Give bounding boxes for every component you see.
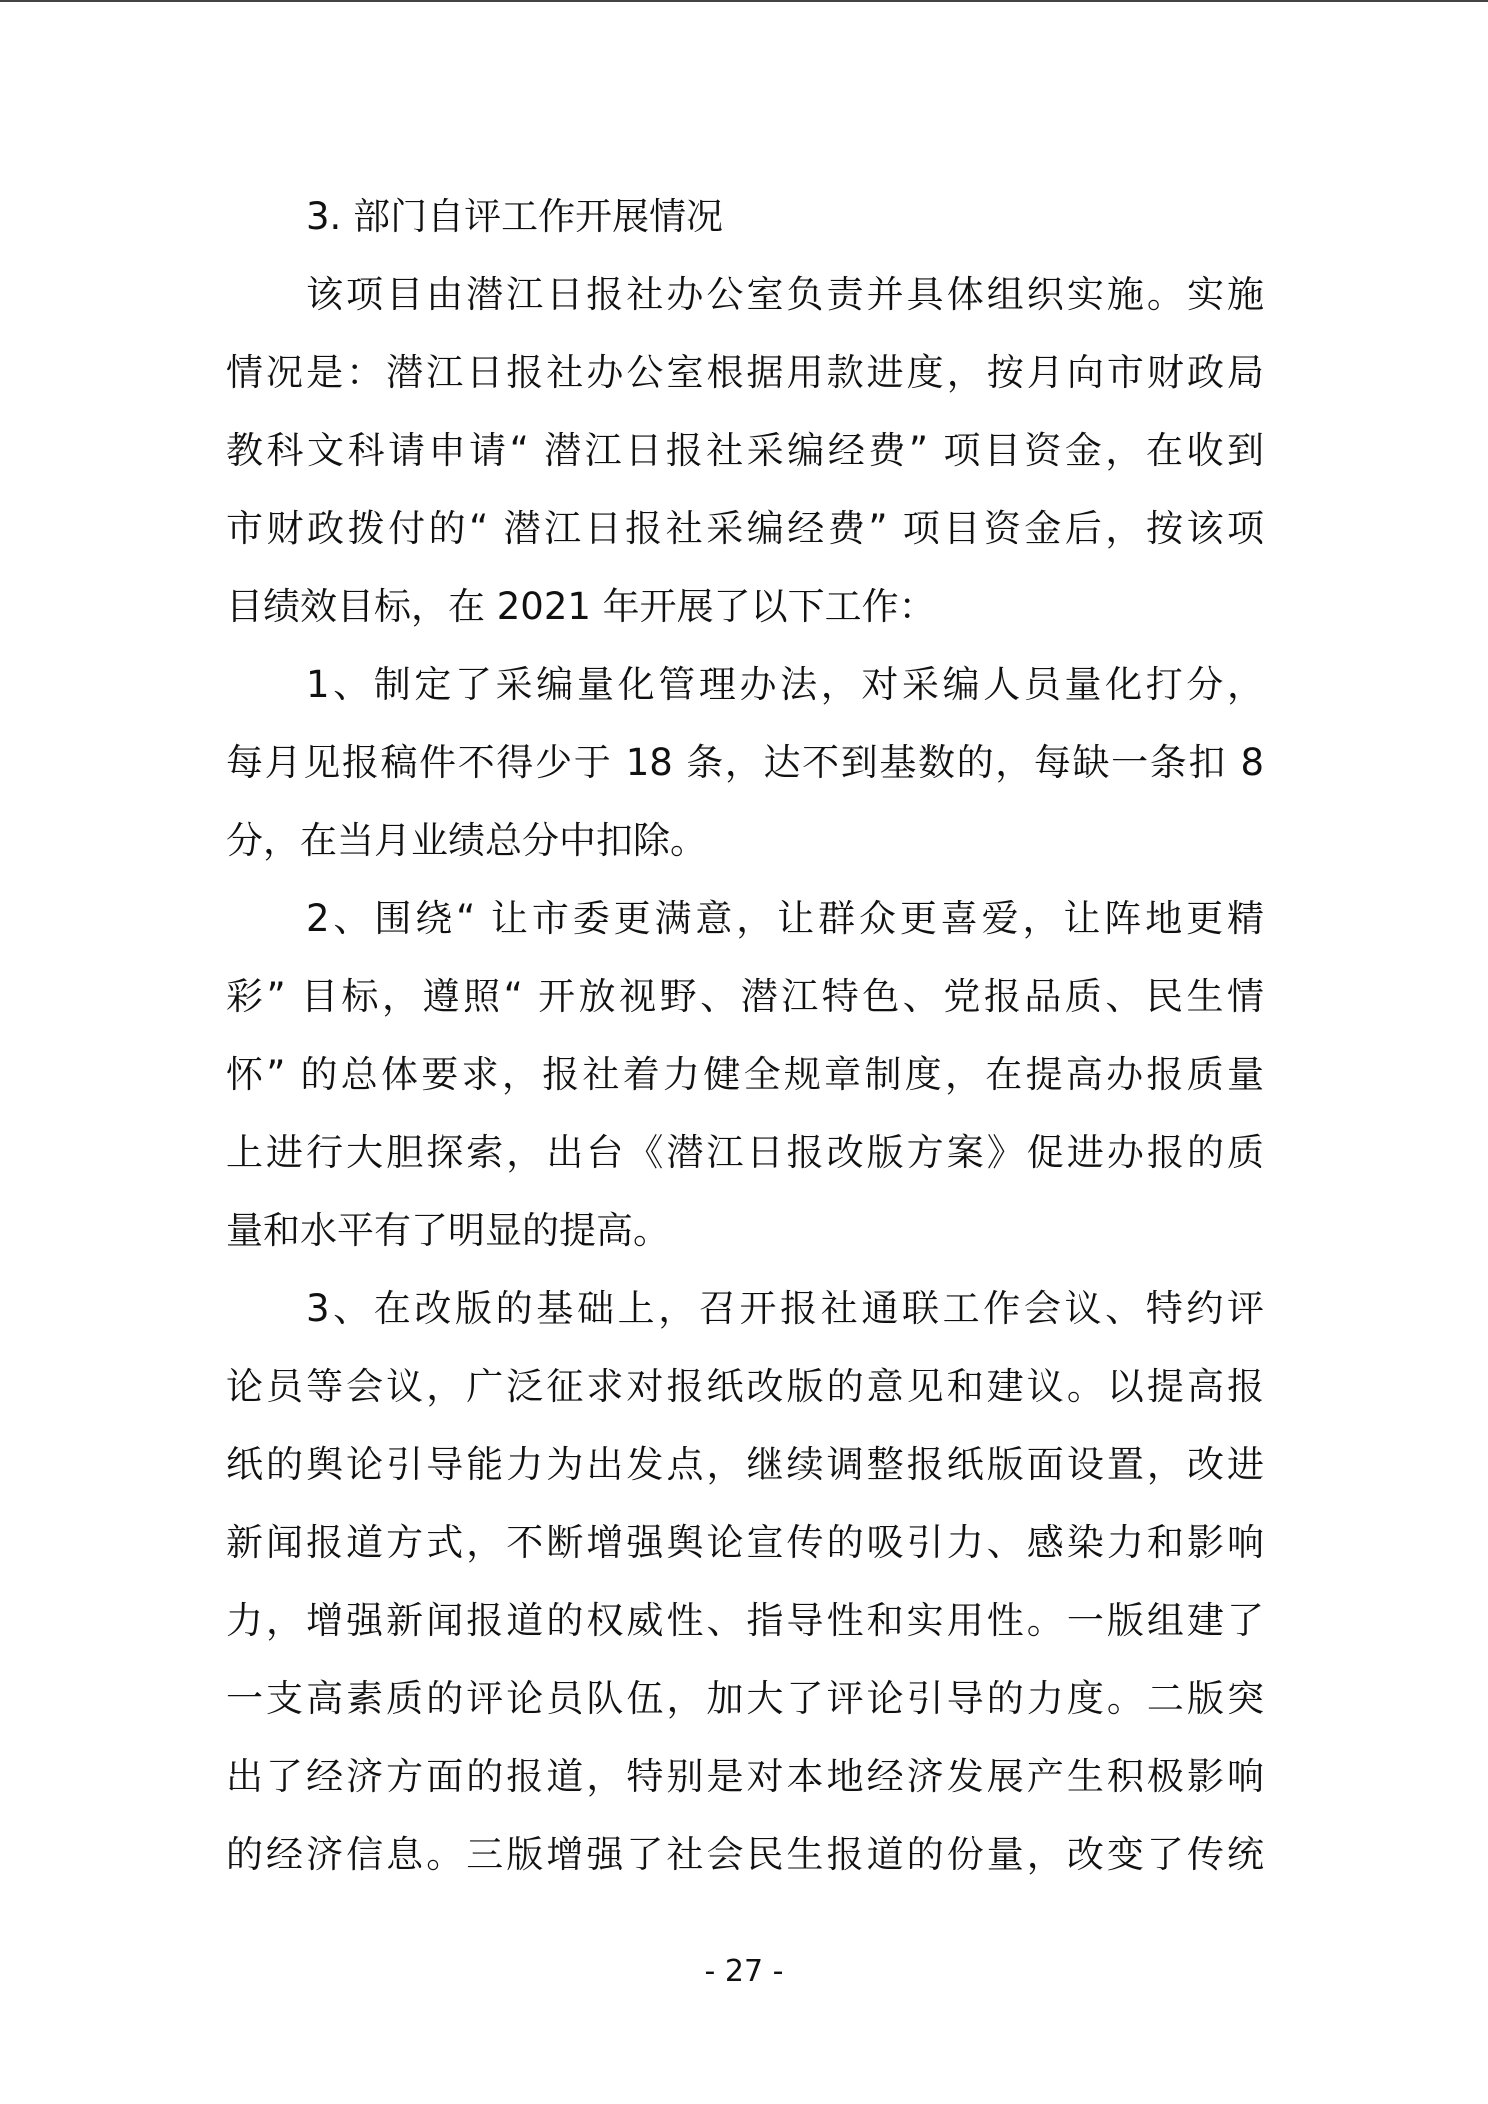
paragraph-line: 出了经济方面的报道，特别是对本地经济发展产生积极影响 — [226, 1755, 1264, 1798]
paragraph-line: 纸的舆论引导能力为出发点，继续调整报纸版面设置，改进 — [226, 1443, 1264, 1486]
page-number: - 27 - — [704, 1954, 784, 1989]
paragraph-line: 的经济信息。三版增强了社会民生报道的份量，改变了传统 — [226, 1833, 1264, 1876]
paragraph-line: 量和水平有了明显的提高。 — [226, 1209, 670, 1252]
paragraph-line: 怀” 的总体要求，报社着力健全规章制度，在提高办报质量 — [226, 1053, 1264, 1096]
paragraph-line: 目绩效目标，在 2021 年开展了以下工作： — [226, 585, 936, 628]
paragraph-line: 市财政拨付的“ 潜江日报社采编经费” 项目资金后，按该项 — [226, 507, 1264, 550]
paragraph-line: 论员等会议，广泛征求对报纸改版的意见和建议。以提高报 — [226, 1365, 1264, 1408]
paragraph-line: 一支高素质的评论员队伍，加大了评论引导的力度。二版突 — [226, 1677, 1264, 1720]
document-body — [226, 178, 1264, 1894]
section-heading: 3. 部门自评工作开展情况 — [306, 195, 724, 238]
paragraph-line: 新闻报道方式，不断增强舆论宣传的吸引力、感染力和影响 — [226, 1521, 1264, 1564]
paragraph-line: 每月见报稿件不得少于 18 条，达不到基数的，每缺一条扣 8 — [226, 741, 1264, 784]
paragraph-line: 2、围绕“ 让市委更满意，让群众更喜爱，让阵地更精 — [306, 897, 1264, 940]
paragraph-line: 教科文科请申请“ 潜江日报社采编经费” 项目资金，在收到 — [226, 429, 1264, 472]
paragraph-line: 3、在改版的基础上，召开报社通联工作会议、特约评 — [306, 1287, 1264, 1330]
paragraph-line: 情况是：潜江日报社办公室根据用款进度，按月向市财政局 — [226, 351, 1264, 394]
paragraph-line: 该项目由潜江日报社办公室负责并具体组织实施。实施 — [306, 273, 1264, 316]
top-border-line — [0, 0, 1488, 2]
paragraph-line: 力，增强新闻报道的权威性、指导性和实用性。一版组建了 — [226, 1599, 1264, 1642]
paragraph-line: 彩” 目标，遵照“ 开放视野、潜江特色、党报品质、民生情 — [226, 975, 1264, 1018]
paragraph-line: 分，在当月业绩总分中扣除。 — [226, 819, 707, 862]
paragraph-line: 上进行大胆探索，出台《潜江日报改版方案》促进办报的质 — [226, 1131, 1264, 1174]
paragraph-line: 1、制定了采编量化管理办法，对采编人员量化打分， — [306, 663, 1264, 706]
